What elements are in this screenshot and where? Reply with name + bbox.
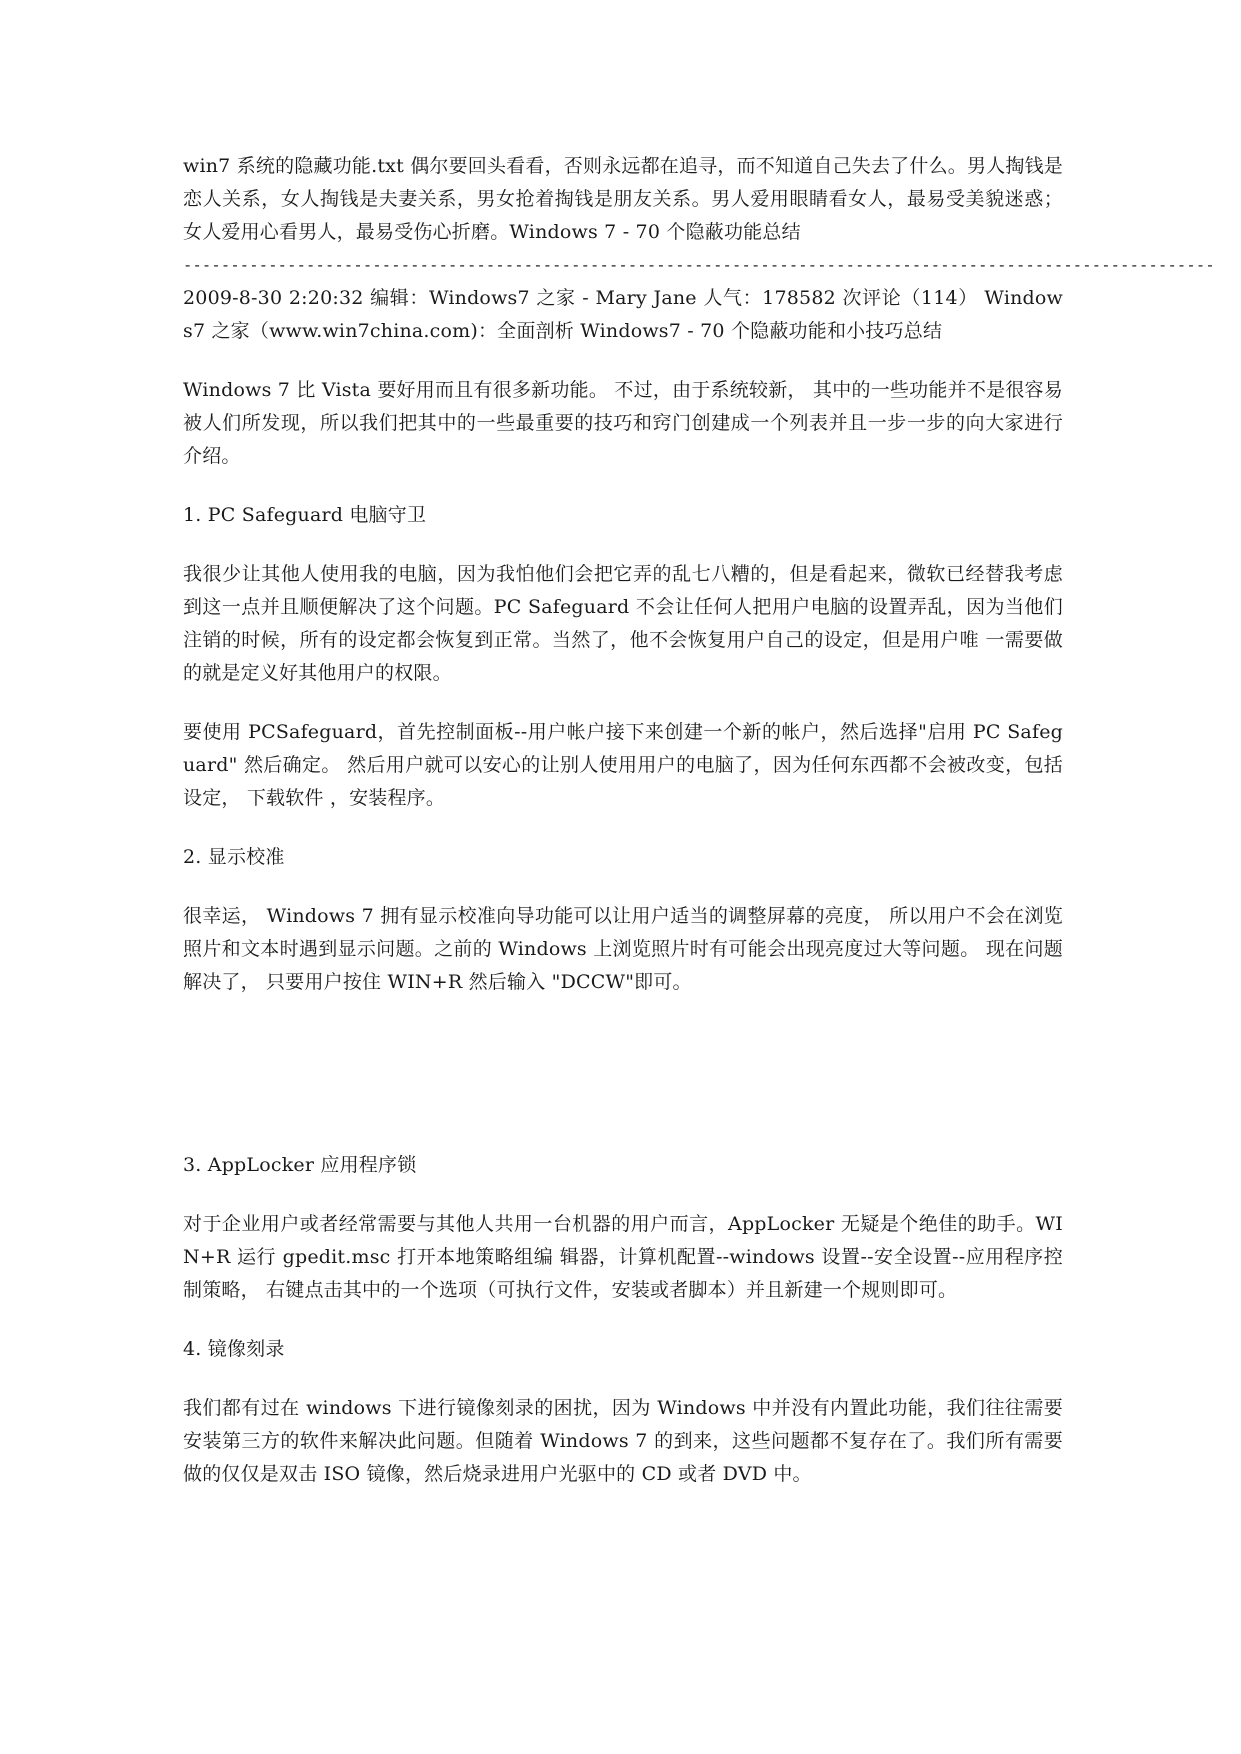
section-heading-pc-safeguard: 1. PC Safeguard 电脑守卫 [183,504,427,526]
section-paragraph: 我们都有过在 windows 下进行镜像刻录的困扰，因为 Windows 中并没有内置此功能，我们往往需要安装第三方的软件来解决此问题。但随着 Windows 7 的到来，这些问题都不复存在了。我们所有需要做的仅仅是双击 ISO 镜像，然后烧录进用户光驱中的 CD 或者 DVD 中。 [183,1397,1063,1485]
section-paragraph: 很幸运， Windows 7 拥有显示校准向导功能可以让用户适当的调整屏幕的亮度， 所以用户不会在浏览照片和文本时遇到显示问题。之前的 Windows 上浏览照片时有可能会出现亮度过大等问题。 现在问题解决了， 只要用户按住 WIN+R 然后输入 "DCCW"即可。 [183,905,1063,993]
section-paragraph: 我很少让其他人使用我的电脑，因为我怕他们会把它弄的乱七八糟的，但是看起来，微软已经替我考虑到这一点并且顺便解决了这个问题。PC Safeguard 不会让任何人把用户电脑的设置弄乱，因为当他们注销的时候，所有的设定都会恢复到正常。当然了，他不会恢复用户自己的设定，但是用户唯 一需要做的就是定义好其他用户的权限。 [183,563,1063,684]
section-heading-applocker: 3. AppLocker 应用程序锁 [183,1154,417,1176]
section-heading-display-calibration: 2. 显示校准 [183,846,285,868]
blank-space [183,1025,1063,1149]
section-paragraph: 对于企业用户或者经常需要与其他人共用一台机器的用户而言，AppLocker 无疑是个绝佳的助手。WIN+R 运行 gpedit.msc 打开本地策略组编 辑器，计算机配置--windows 设置--安全设置--应用程序控制策略， 右键点击其中的一个选项（可执行文件，安装或者脚本）并且新建一个规则即可。 [183,1213,1063,1301]
article-meta: 2009-8-30 2:20:32 编辑：Windows7 之家 - Mary Jane 人气：178582 次评论（114） Windows7 之家（www.win7china.com)：全面剖析 Windows7 - 70 个隐蔽功能和小技巧总结 [183,287,1063,342]
section-heading-image-burning: 4. 镜像刻录 [183,1338,285,1360]
divider-line: ------------------------------------------------------------------------------------------------------------- [183,256,1215,274]
document-body [183,150,1215,1517]
document-header-text: win7 系统的隐藏功能.txt 偶尔要回头看看，否则永远都在追寻，而不知道自己失去了什么。男人掏钱是恋人关系，女人掏钱是夫妻关系，男女抢着掏钱是朋友关系。男人爱用眼睛看女人，最易受美貌迷惑；女人爱用心看男人，最易受伤心折磨。Windows 7 - 70 个隐蔽功能总结 [183,155,1063,243]
intro-paragraph: Windows 7 比 Vista 要好用而且有很多新功能。 不过，由于系统较新， 其中的一些功能并不是很容易被人们所发现，所以我们把其中的一些最重要的技巧和窍门创建成一个列表并且一步一步的向大家进行介绍。 [183,379,1063,467]
section-paragraph: 要使用 PCSafeguard，首先控制面板--用户帐户接下来创建一个新的帐户，然后选择"启用 PC Safeguard" 然后确定。 然后用户就可以安心的让别人使用用户的电脑了，因为任何东西都不会被改变，包括设定， 下载软件 ，安装程序。 [183,721,1063,809]
